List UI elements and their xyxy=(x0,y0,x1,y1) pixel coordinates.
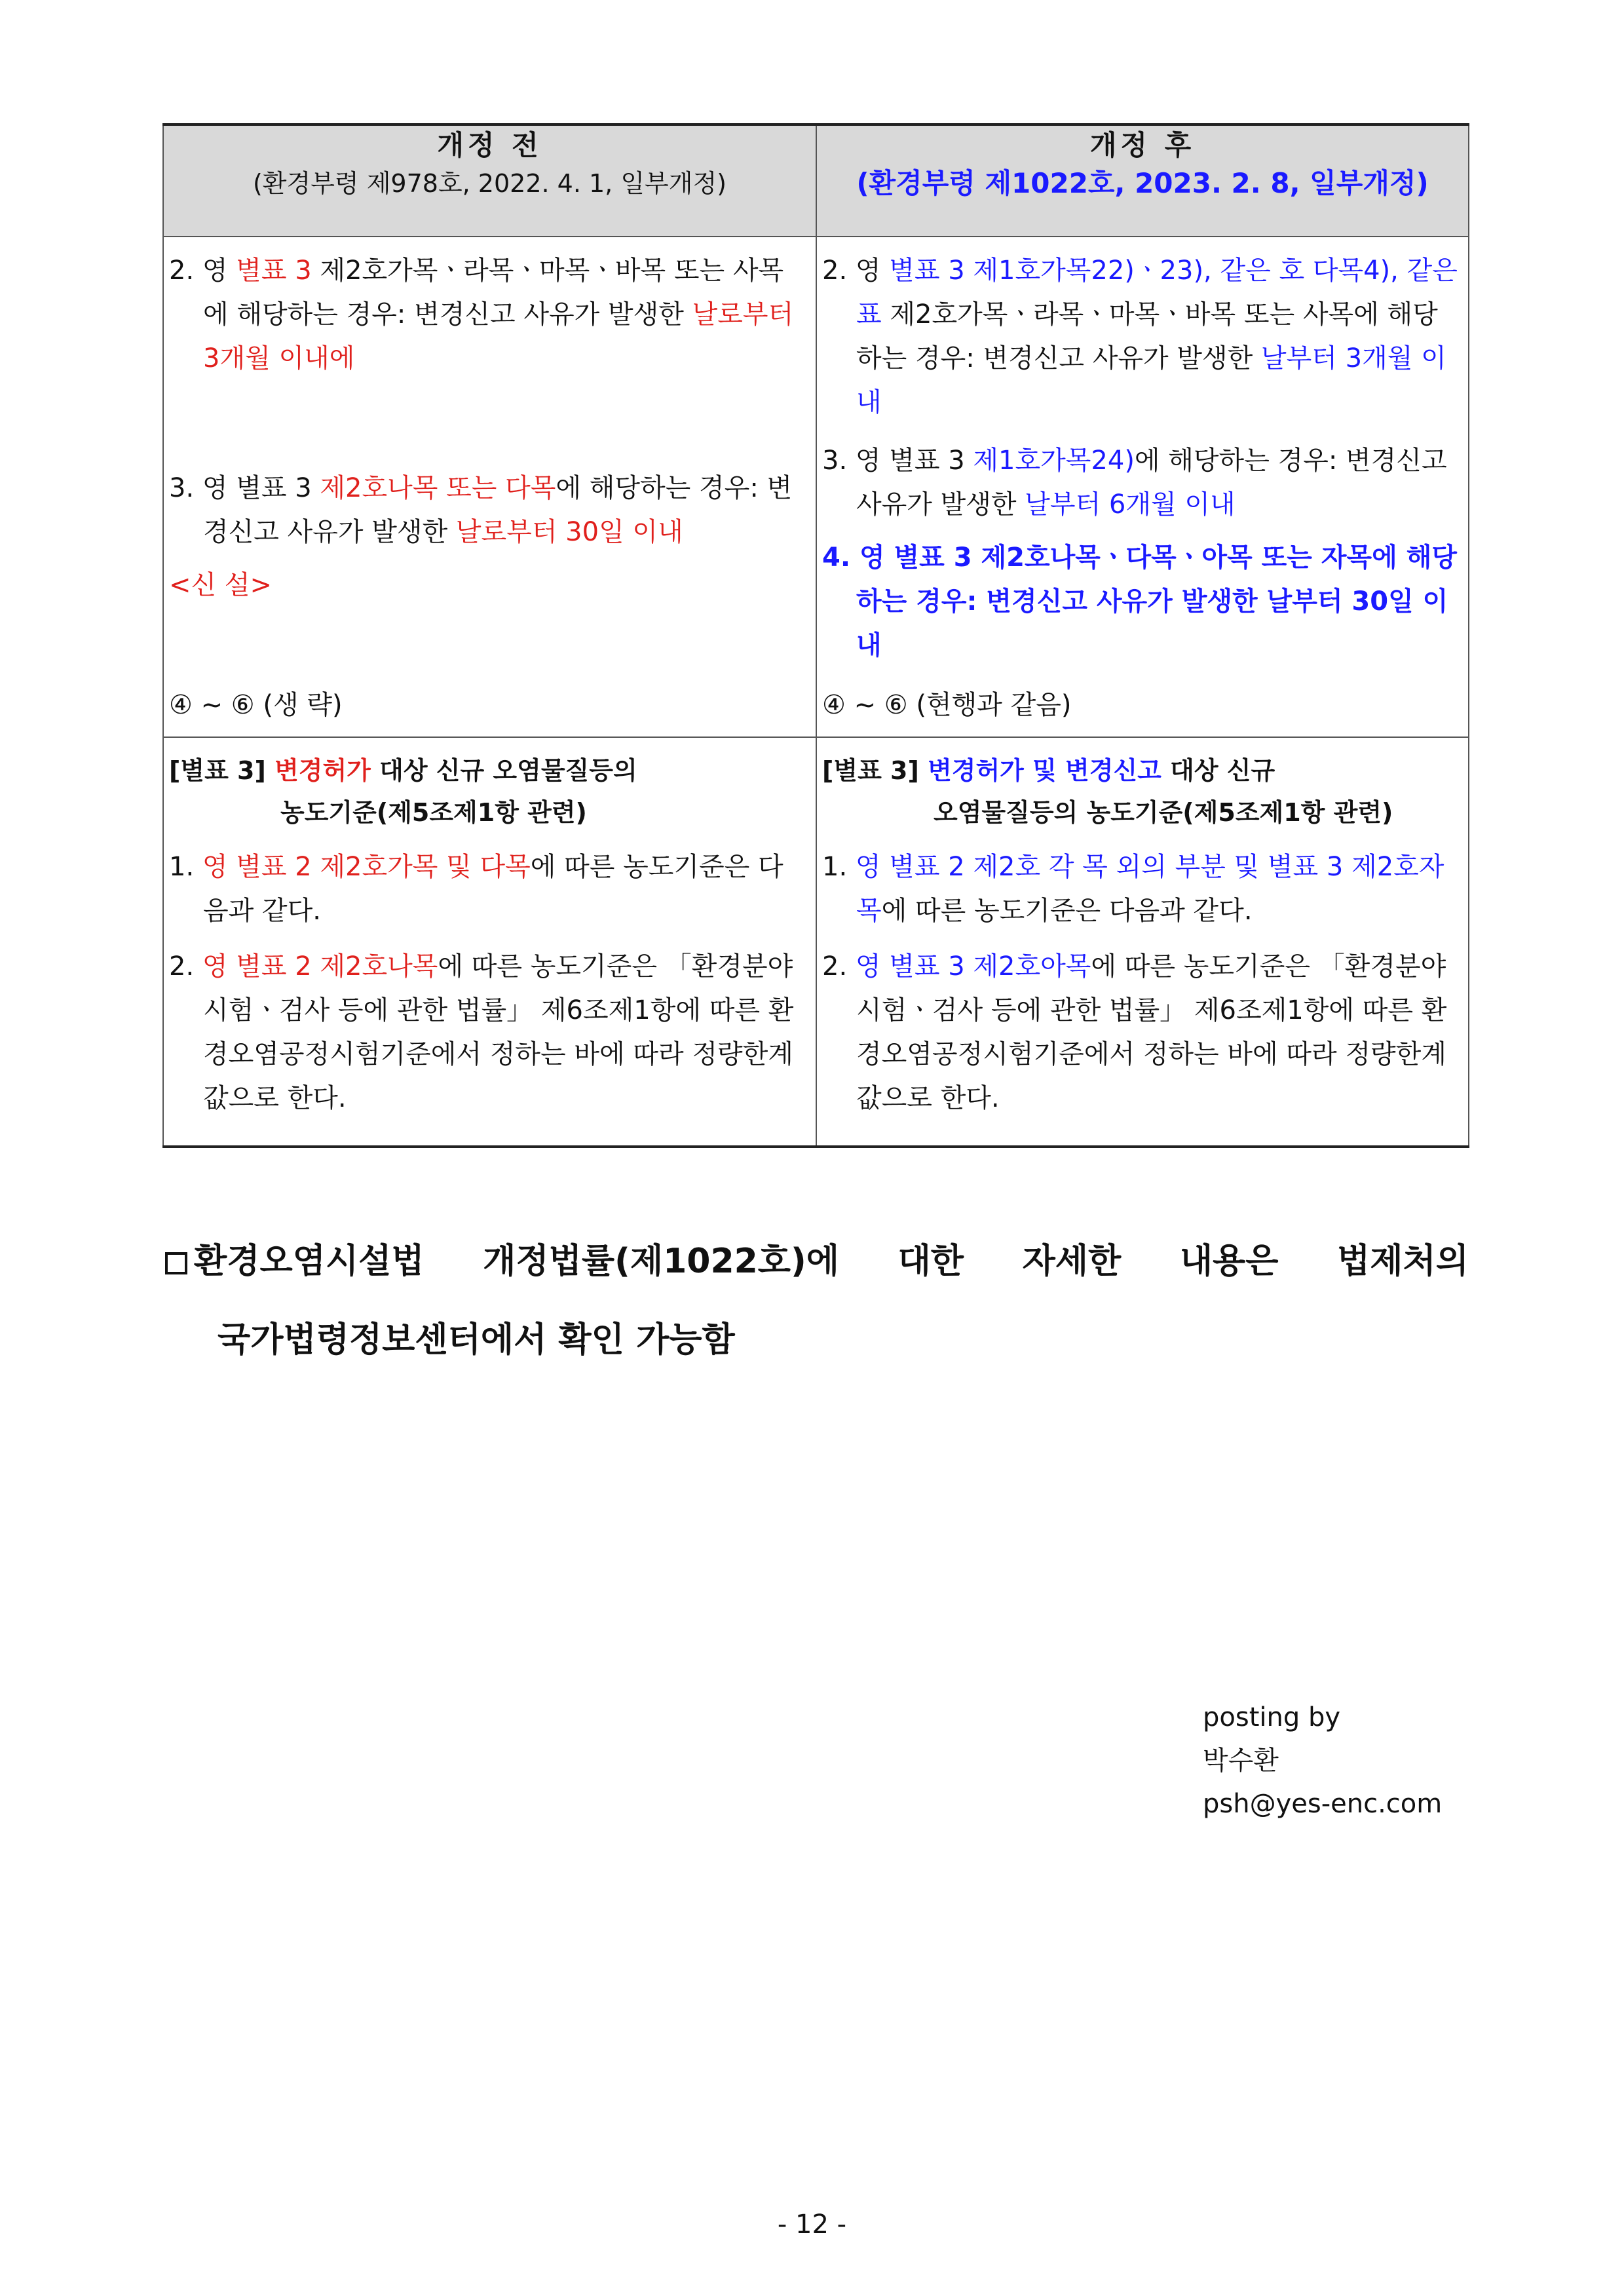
text: 에 따른 농도기준은 다음과 같다. xyxy=(881,896,1253,926)
text: 자세한 xyxy=(1022,1242,1122,1281)
table-header-row xyxy=(163,124,1469,237)
before-appendix-subtitle: 농도기준(제5조제1항 관련) xyxy=(280,798,587,827)
table-row xyxy=(163,737,1469,1147)
notice-paragraph xyxy=(165,1222,1469,1379)
table-row xyxy=(163,237,1469,737)
text-red: 날로부터 3개월 이내에 xyxy=(203,299,794,373)
text: 3. 영 별표 3 xyxy=(822,446,973,476)
text: [별표 3] xyxy=(169,756,275,785)
text-blue: 제1호가목24) xyxy=(973,446,1135,476)
before-new-label: <신 설> xyxy=(169,570,273,600)
before-item-3 xyxy=(169,467,806,554)
text: 에 해당하는 경우: 변경신고 사유가 발생한 xyxy=(856,446,1447,520)
text: 에 해당하는 경우: 변경신고 사유가 발생한 xyxy=(203,473,793,547)
posting-label: posting by xyxy=(1203,1702,1341,1732)
text: 1. xyxy=(169,852,202,882)
text-blue: 영 별표 3 제2호아목 xyxy=(855,951,1091,982)
notice-line-2: 국가법령정보센터에서 확인 가능함 xyxy=(217,1320,735,1360)
text: 환경오염시설법 xyxy=(194,1242,425,1281)
before-appendix-title xyxy=(169,750,806,792)
text-red: 영 별표 2 제2호나목 xyxy=(202,951,438,982)
text: 2. 영 xyxy=(169,256,236,286)
text-blue: 날부터 3개월 이내 xyxy=(856,343,1446,417)
after-item-4: 4. 영 별표 3 제2호나목ㆍ다목ㆍ아목 또는 자목에 해당하는 경우: 변경신고 사유가 발생한 날부터 30일 이내 xyxy=(822,543,1457,660)
before-cell-2 xyxy=(163,737,816,1147)
text-blue: 별표 3 제1호가목22)ㆍ23), 같은 호 다목4), 같은 표 xyxy=(856,256,1458,330)
text: 3. 영 별표 3 xyxy=(169,473,320,503)
before-appendix-item-2 xyxy=(169,945,806,1120)
before-cell-1 xyxy=(163,237,816,737)
text-blue: 날부터 6개월 이내 xyxy=(1025,489,1236,520)
notice-first-word xyxy=(165,1222,425,1301)
text: 개정법률(제1022호)에 xyxy=(483,1242,840,1281)
after-appendix-item-1 xyxy=(822,845,1459,933)
text: [별표 3] xyxy=(822,756,928,785)
posting-name: 박수환 xyxy=(1203,1746,1279,1776)
text-red: 별표 3 xyxy=(236,256,312,286)
after-omit: ④ ~ ⑥ (현행과 같음) xyxy=(822,690,1072,720)
before-omit: ④ ~ ⑥ (생 략) xyxy=(169,690,343,720)
before-item-2 xyxy=(169,249,806,381)
text-blue: 영 별표 2 제2호 각 목 외의 부분 및 별표 3 제2호자목 xyxy=(855,852,1445,926)
text: 2. 영 xyxy=(822,256,890,286)
text: 내용은 xyxy=(1179,1242,1279,1281)
text: 제2호가목ㆍ라목ㆍ마목ㆍ바목 또는 사목에 해당하는 경우: 변경신고 사유가 발생한 xyxy=(203,256,784,330)
text: 2. xyxy=(822,951,856,982)
comparison-table xyxy=(162,123,1469,1148)
text: 대상 신규 오염물질등의 xyxy=(370,756,637,785)
text: 1. xyxy=(822,852,856,882)
after-item-3 xyxy=(822,439,1459,527)
checkbox-square-icon xyxy=(165,1252,187,1274)
text: 에 따른 농도기준은 다음과 같다. xyxy=(203,852,784,926)
text: 에 따른 농도기준은 「환경분야 시험ㆍ검사 등에 관한 법률」 제6조제1항에 따른 환경오염공정시험기준에서 정하는 바에 따라 정량한계값으로 한다. xyxy=(856,951,1447,1113)
header-after-sub: (환경부령 제1022호, 2023. 2. 8, 일부개정) xyxy=(856,167,1429,199)
page-number: - 12 - xyxy=(777,2210,847,2240)
after-cell-2 xyxy=(816,737,1469,1147)
text: 에 따른 농도기준은 「환경분야 시험ㆍ검사 등에 관한 법률」 제6조제1항에 따른 환경오염공정시험기준에서 정하는 바에 따라 정량한계값으로 한다. xyxy=(203,951,794,1113)
text-red: 제2호나목 또는 다목 xyxy=(320,473,556,503)
text: 법제처의 xyxy=(1337,1242,1469,1281)
after-item-2 xyxy=(822,249,1459,425)
after-appendix-item-2 xyxy=(822,945,1459,1120)
text-blue: 변경허가 및 변경신고 xyxy=(928,756,1161,785)
header-before-title: 개정 전 xyxy=(437,129,542,161)
header-after-title: 개정 후 xyxy=(1089,129,1196,161)
header-before-sub: (환경부령 제978호, 2022. 4. 1, 일부개정) xyxy=(252,169,727,198)
text: 대상 신규 xyxy=(1161,756,1275,785)
after-cell-1 xyxy=(816,237,1469,737)
header-after xyxy=(816,124,1469,237)
text-red: 변경허가 xyxy=(274,756,371,785)
header-before xyxy=(163,124,816,237)
after-appendix-subtitle: 오염물질등의 농도기준(제5조제1항 관련) xyxy=(934,798,1393,827)
notice-line-1 xyxy=(165,1222,1469,1301)
before-appendix-item-1 xyxy=(169,845,806,933)
text: 제2호가목ㆍ라목ㆍ마목ㆍ바목 또는 사목에 해당하는 경우: 변경신고 사유가 발생한 xyxy=(856,299,1438,373)
text-red: 날로부터 30일 이내 xyxy=(455,517,683,547)
posting-email: psh@yes-enc.com xyxy=(1203,1789,1443,1819)
text-red: 영 별표 2 제2호가목 및 다목 xyxy=(202,852,531,882)
after-appendix-title xyxy=(822,750,1459,792)
text: 대한 xyxy=(897,1242,964,1281)
text: 2. xyxy=(169,951,202,982)
posting-signature xyxy=(1203,1696,1442,1826)
